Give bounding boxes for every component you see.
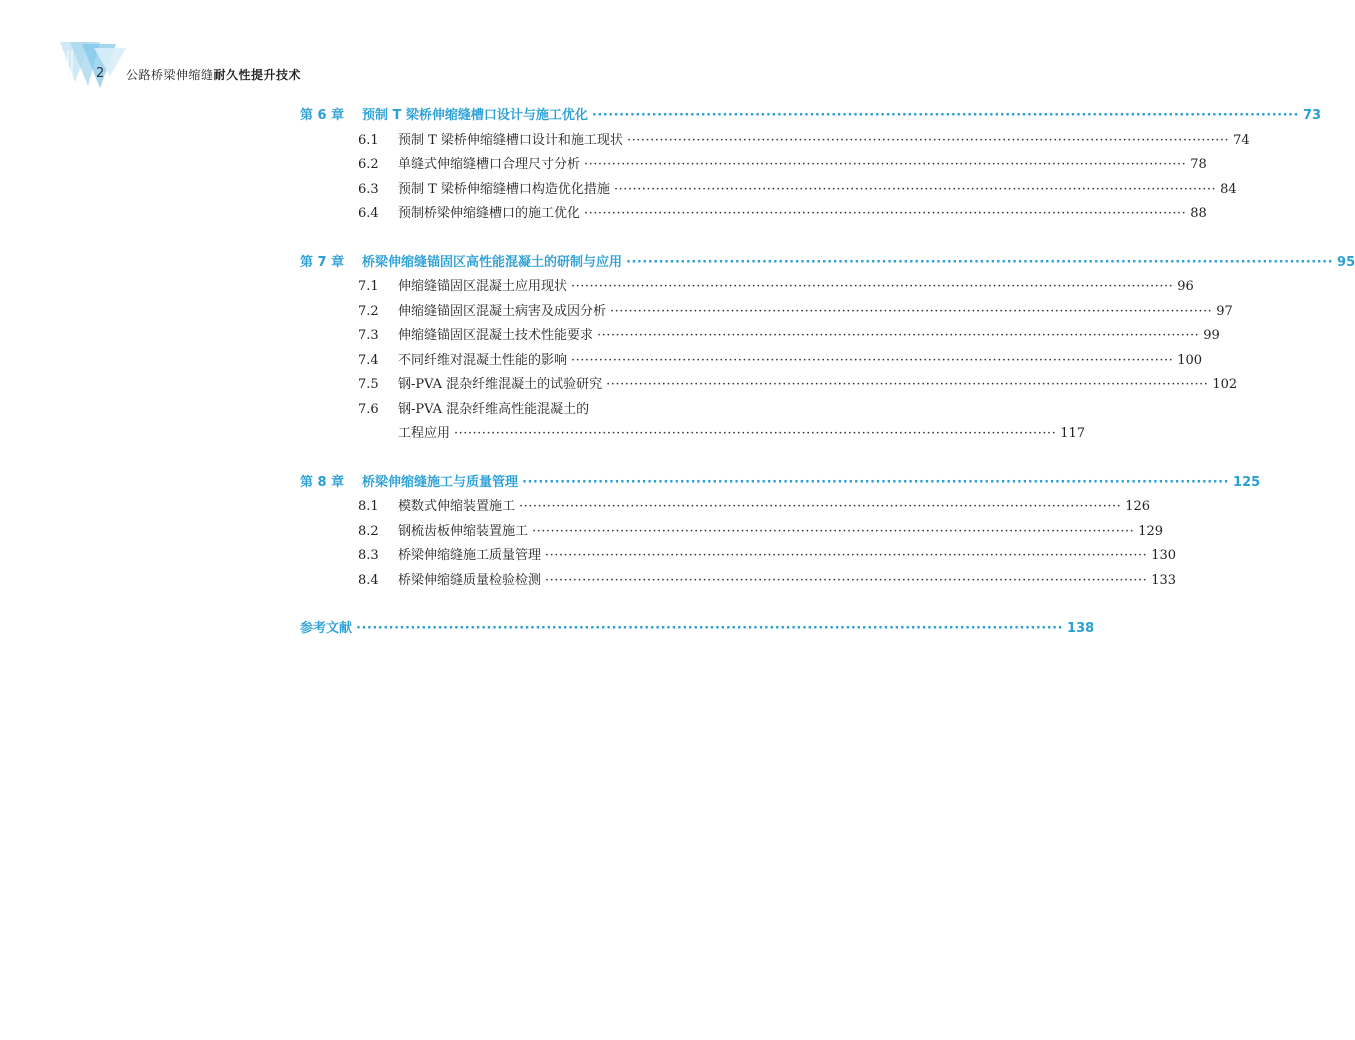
toc-section-7-2[interactable] <box>300 300 1233 325</box>
section-title: 桥梁伸缩缝质量检验检测 <box>398 572 542 588</box>
chapter-spacer <box>300 593 728 617</box>
section-number: 6.3 <box>358 181 379 197</box>
section-number: 8.2 <box>358 523 379 539</box>
chapter-spacer <box>300 447 728 471</box>
section-title: 模数式伸缩装置施工 <box>398 499 516 514</box>
chapter-number: 第 6 章 <box>300 108 345 123</box>
chapter-page: 95 <box>1337 254 1355 270</box>
section-page: 88 <box>1190 206 1207 221</box>
section-page: 117 <box>1060 426 1086 441</box>
section-number: 8.3 <box>358 548 379 563</box>
book-title-regular: 公路桥梁伸缩缝 <box>126 68 214 82</box>
chapter-title: 桥梁伸缩缝施工与质量管理 <box>362 474 519 490</box>
section-number: 7.1 <box>358 279 379 294</box>
section-page: 97 <box>1216 303 1233 319</box>
leader-dots <box>626 251 1333 276</box>
leader-dots <box>519 495 1121 520</box>
section-title: 桥梁伸缩缝施工质量管理 <box>398 548 542 563</box>
toc-section-8-1[interactable] <box>300 495 1151 520</box>
toc-section-8-2[interactable] <box>300 520 1164 545</box>
references-title: 参考文献 <box>300 621 353 636</box>
leader-dots <box>584 202 1186 227</box>
leader-dots <box>545 544 1147 569</box>
section-page: 96 <box>1177 279 1194 294</box>
section-number: 7.4 <box>358 352 379 368</box>
leader-dots <box>522 471 1229 496</box>
book-title <box>126 66 301 83</box>
section-title: 预制桥梁伸缩缝槽口的施工优化 <box>398 206 581 221</box>
toc-chapter-8[interactable] <box>300 471 1261 496</box>
section-number: 7.2 <box>358 303 379 319</box>
section-title-continued: 工程应用 <box>398 426 451 441</box>
decorative-triangles-icon <box>60 42 130 92</box>
section-number: 8.1 <box>358 499 379 514</box>
toc-section-7-5[interactable] <box>300 373 1238 398</box>
section-page: 100 <box>1177 352 1203 368</box>
leader-dots <box>597 324 1199 349</box>
section-page: 99 <box>1203 328 1220 343</box>
toc-section-6-2[interactable] <box>300 153 1207 178</box>
toc-section-7-6-continued[interactable] <box>300 422 1086 447</box>
page-number: 2 <box>96 66 105 81</box>
section-title: 预制 T 梁桥伸缩缝槽口构造优化措施 <box>398 181 610 197</box>
section-page: 129 <box>1138 523 1164 539</box>
chapter-page: 125 <box>1233 474 1261 490</box>
leader-dots <box>532 520 1134 545</box>
leader-dots <box>571 275 1173 300</box>
toc-section-6-4[interactable] <box>300 202 1207 227</box>
leader-dots <box>454 422 1056 447</box>
section-title: 不同纤维对混凝土性能的影响 <box>398 352 568 368</box>
chapter-number: 第 8 章 <box>300 474 345 490</box>
section-number: 7.6 <box>358 401 379 417</box>
toc-section-8-4[interactable] <box>300 569 1177 594</box>
chapter-title: 桥梁伸缩缝锚固区高性能混凝土的研制与应用 <box>362 254 623 270</box>
table-of-contents <box>300 104 1355 642</box>
section-number: 7.5 <box>358 377 379 392</box>
leader-dots <box>592 104 1299 129</box>
section-page: 126 <box>1125 499 1151 514</box>
section-number: 6.2 <box>358 157 379 172</box>
section-page: 78 <box>1190 157 1207 172</box>
section-number: 8.4 <box>358 572 379 588</box>
chapter-spacer <box>300 227 728 251</box>
section-number: 6.4 <box>358 206 379 221</box>
leader-dots <box>545 569 1147 594</box>
leader-dots <box>356 617 1063 642</box>
section-page: 102 <box>1212 377 1238 392</box>
section-title: 钢梳齿板伸缩装置施工 <box>398 523 529 539</box>
toc-section-7-1[interactable] <box>300 275 1194 300</box>
section-title: 伸缩缝锚固区混凝土应用现状 <box>398 279 568 294</box>
leader-dots <box>584 153 1186 178</box>
section-title: 预制 T 梁桥伸缩缝槽口设计和施工现状 <box>398 132 623 148</box>
toc-chapter-7[interactable] <box>300 251 1355 276</box>
section-page: 74 <box>1233 132 1250 148</box>
section-number: 7.3 <box>358 328 379 343</box>
leader-dots <box>614 178 1216 203</box>
section-title: 钢-PVA 混杂纤维混凝土的试验研究 <box>398 377 603 392</box>
toc-section-8-3[interactable] <box>300 544 1177 569</box>
leader-dots <box>571 349 1173 374</box>
chapter-title: 预制 T 梁桥伸缩缝槽口设计与施工优化 <box>362 108 588 123</box>
section-page: 84 <box>1220 181 1237 197</box>
toc-chapter-6[interactable] <box>300 104 1322 129</box>
toc-section-6-1[interactable] <box>300 129 1250 154</box>
leader-dots <box>627 129 1229 154</box>
page-header <box>0 0 790 100</box>
leader-dots <box>610 300 1212 325</box>
references-page: 138 <box>1067 621 1095 636</box>
section-title: 伸缩缝锚固区混凝土病害及成因分析 <box>398 303 607 319</box>
section-page: 133 <box>1151 572 1177 588</box>
book-title-bold: 耐久性提升技术 <box>213 68 302 82</box>
leader-dots <box>606 373 1208 398</box>
section-page: 130 <box>1151 548 1177 563</box>
toc-references[interactable] <box>300 617 1095 642</box>
toc-section-7-4[interactable] <box>300 349 1203 374</box>
section-number: 6.1 <box>358 132 379 148</box>
chapter-number: 第 7 章 <box>300 254 345 270</box>
section-title: 伸缩缝锚固区混凝土技术性能要求 <box>398 328 594 343</box>
section-title: 单缝式伸缩缝槽口合理尺寸分析 <box>398 157 581 172</box>
toc-section-6-3[interactable] <box>300 178 1237 203</box>
section-title: 钢-PVA 混杂纤维高性能混凝土的 <box>398 401 590 417</box>
toc-section-7-6[interactable] <box>300 398 728 423</box>
toc-section-7-3[interactable] <box>300 324 1220 349</box>
chapter-page: 73 <box>1302 108 1322 123</box>
